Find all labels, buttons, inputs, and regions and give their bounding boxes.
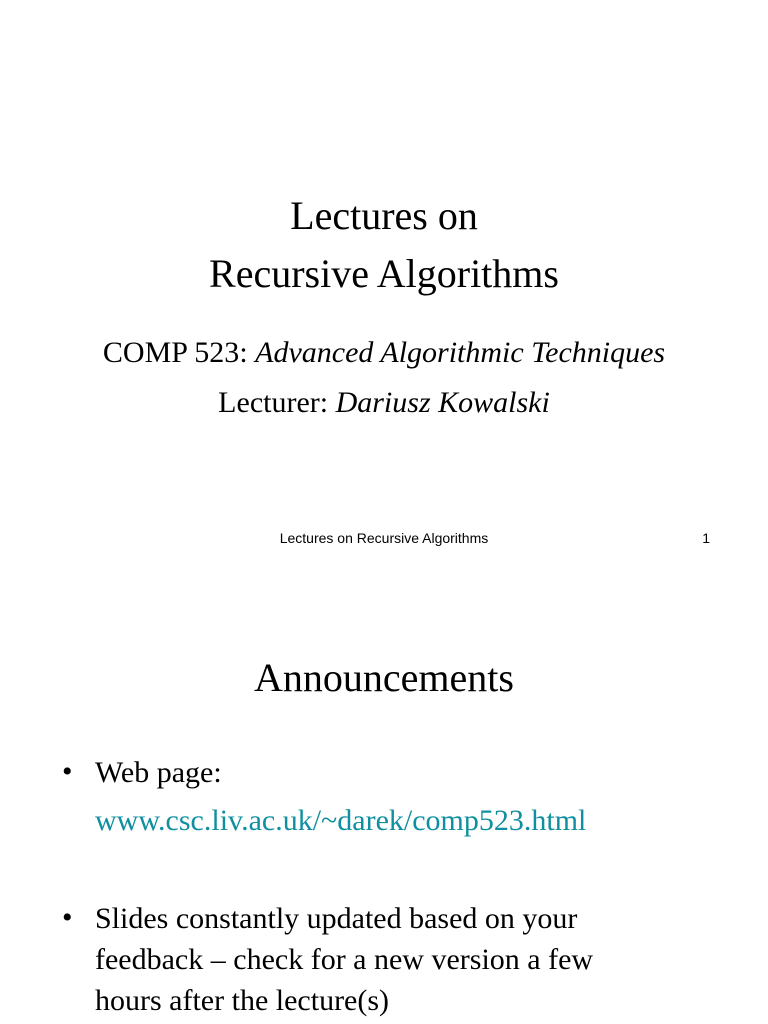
bullet-marker-2: • [62,901,73,934]
slide-title-line-1: Lectures on [290,193,478,238]
bullet-web-page: Web page: [95,756,222,789]
slide-footer-title: Lectures on Recursive Algorithms [279,530,489,546]
announcements-heading: Announcements [254,655,514,700]
course-line [0,335,768,371]
bullet-marker-1: • [62,755,73,788]
bullet-slides-updated-line-2: feedback – check for a new version a few [95,943,594,976]
slide-page-number: 1 [702,530,710,546]
course-web-link[interactable]: www.csc.liv.ac.uk/~darek/comp523.html [95,804,587,837]
lecturer-line [0,385,768,421]
announcements-slide [0,576,768,1024]
course-code: COMP 523 [102,336,240,369]
lecturer-name: Dariusz Kowalski [335,386,550,419]
course-separator: : [239,336,248,369]
lecturer-label: Lecturer: [218,386,329,419]
slide-title-line-2: Recursive Algorithms [209,251,559,296]
course-name: Advanced Algorithmic Techniques [255,336,666,369]
bullet-slides-updated-line-3: hours after the lecture(s) [95,984,390,1017]
bullet-slides-updated-line-1: Slides constantly updated based on your [95,902,578,935]
